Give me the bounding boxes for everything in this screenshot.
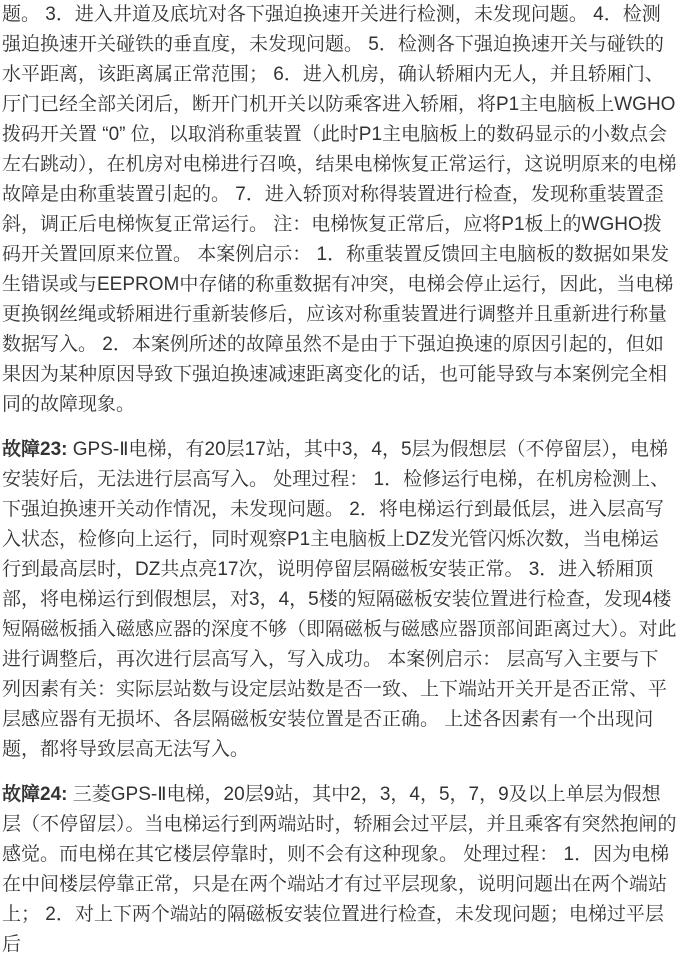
paragraph-text: GPS-Ⅱ电梯，有20层17站，其中3，4，5层为假想层（不停留层），电梯安装好后，无法进行层高写入。 处理过程： 1．检修运行电梯，在机房检测上、下强迫换速开关动作情况，未发现问题。 2．将电梯运行到最低层，进入层高写入状态，检修向上运行，同时观察P1主电脑板上DZ发光管闪烁次数，当电梯运行到最高层时，DZ共点亮17次，说明停留层隔磁板安装正常。 3．进入轿厢顶部，将电梯运行到假想层，对3，4，5楼的短隔磁板安装位置进行检查，发现4楼短隔磁板插入磁感应器的深度不够（即隔磁板与磁感应器顶部间距离过大）。对此进行调整后，再次进行层高写入，写入成功。 本案例启示： 层高写入主要与下列因素有关：实际层站数与设定层站数是否一致、上下端站开关开是否正常、平层感应器有无损坏、各层隔磁板安装位置是否正确。 上述各因素有一个出现问题，都将导致层高无法写入。 (2, 439, 677, 760)
paragraph-fault23 (2, 435, 677, 765)
paragraph-fault22-continuation (2, 0, 677, 420)
paragraph-text: 题。 3．进入井道及底坑对各下强迫换速开关进行检测，未发现问题。 4．检测强迫换速开关碰铁的垂直度，未发现问题。 5．检测各下强迫换速开关与碰铁的水平距离，该距离属正常范围； 6．进入机房，确认轿厢内无人，并且轿厢门、厅门已经全部关闭后，断开门机开关以防乘客进入轿厢，将P1主电脑板上WGHO拨码开关置 “0” 位，以取消称重装置（此时P1主电脑板上的数码显示的小数点会左右跳动），在机房对电梯进行召唤，结果电梯恢复正常运行，这说明原来的电梯故障是由称重装置引起的。 7．进入轿顶对称得装置进行检查，发现称重装置歪斜，调正后电梯恢复正常运行。 注：电梯恢复正常后，应将P1板上的WGHO拨码开关置回原来位置。 本案例启示： 1．称重装置反馈回主电脑板的数据如果发生错误或与EEPROM中存储的称重数据有冲突，电梯会停止运行，因此，当电梯更换钢丝绳或轿厢进行重新装修后，应该对称重装置进行调整并且重新进行称量数据写入。 2．本案例所述的故障虽然不是由于下强迫换速的原因引起的，但如果因为某种原因导致下强迫换速减速距离变化的话，也可能导致与本案例完全相同的故障现象。 (2, 4, 677, 415)
fault23-label: 故障23: (2, 439, 68, 460)
paragraph-fault24 (2, 780, 677, 960)
paragraph-text: 三菱GPS-Ⅱ电梯，20层9站，其中2，3，4，5，7，9及以上单层为假想层（不停留层）。当电梯运行到两端站时，轿厢会过平层，并且乘客有突然抱闸的感觉。而电梯在其它楼层停靠时，则不会有这种现象。 处理过程： 1．因为电梯在中间楼层停靠正常，只是在两个端站才有过平层现象，说明问题出在两个端站上； 2．对上下两个端站的隔磁板安装位置进行检查，未发现问题；电梯过平层后 (2, 784, 677, 955)
fault24-label: 故障24: (2, 784, 68, 805)
